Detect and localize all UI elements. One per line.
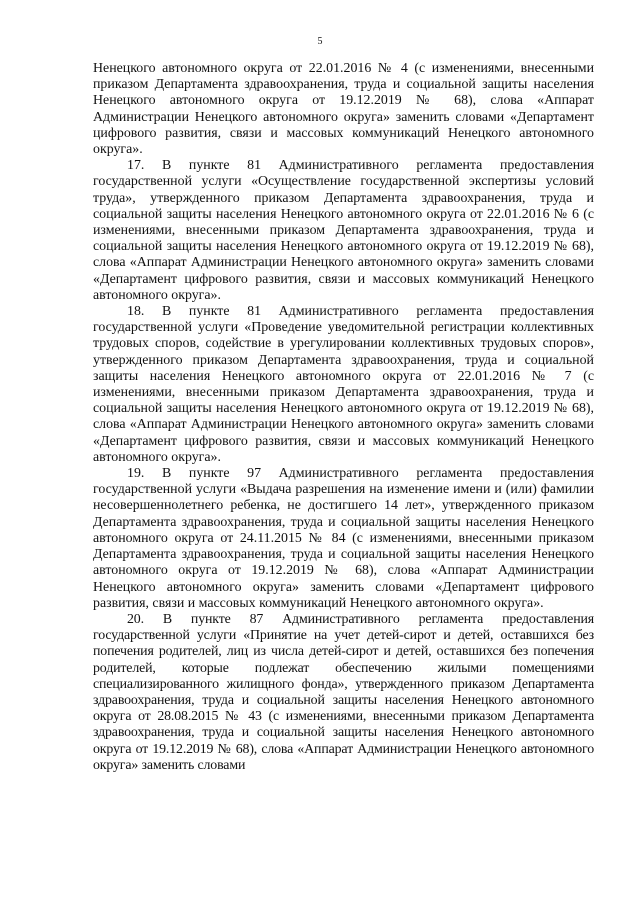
document-body: [93, 61, 594, 774]
page-number: 5: [317, 36, 323, 47]
paragraph-item-19: 19. В пункте 97 Административного регламента предоставления государственной услуги «Выдача разрешения на изменение имени и (или) фамилии несовершеннолетнего ребенка, не достигшего 14 лет», утвержденного приказом Департамента здравоохранения, труда и социальной защиты населения Ненецкого автономного округа от 24.11.2015 № 84 (с изменениями, внесенными приказом Департамента здравоохранения, труда и социальной защиты населения Ненецкого автономного округа от 19.12.2019 № 68), слова «Аппарат Администрации Ненецкого автономного округа» заменить словами «Департамент цифрового развития, связи и массовых коммуникаций Ненецкого автономного округа».: [93, 466, 594, 611]
paragraph-continuation: Ненецкого автономного округа от 22.01.2016 № 4 (с изменениями, внесенными приказом Департамента здравоохранения, труда и социальной защиты населения Ненецкого автономного округа от 19.12.2019 № 68), слова «Аппарат Администрации Ненецкого автономного округа» заменить словами «Департамент цифрового развития, связи и массовых коммуникаций Ненецкого автономного округа».: [93, 61, 594, 158]
paragraph-item-17: 17. В пункте 81 Административного регламента предоставления государственной услуги «Осуществление государственной экспертизы условий труда», утвержденного приказом Департамента здравоохранения, труда и социальной защиты населения Ненецкого автономного округа от 22.01.2016 № 6 (с изменениями, внесенными приказом Департамента здравоохранения, труда и социальной защиты населения Ненецкого автономного округа от 19.12.2019 № 68), слова «Аппарат Администрации Ненецкого автономного округа» заменить словами «Департамент цифрового развития, связи и массовых коммуникаций Ненецкого автономного округа».: [93, 158, 594, 303]
paragraph-item-18: 18. В пункте 81 Административного регламента предоставления государственной услуги «Проведение уведомительной регистрации коллективных трудовых споров, содействие в урегулировании коллективных трудовых споров», утвержденного приказом Департамента здравоохранения, труда и социальной защиты населения Ненецкого автономного округа от 22.01.2016 № 7 (с изменениями, внесенными приказом Департамента здравоохранения, труда и социальной защиты населения Ненецкого автономного округа от 19.12.2019 № 68), слова «Аппарат Администрации Ненецкого автономного округа» заменить словами «Департамент цифрового развития, связи и массовых коммуникаций Ненецкого автономного округа».: [93, 304, 594, 465]
paragraph-item-20: 20. В пункте 87 Административного регламента предоставления государственной услуги «Принятие на учет детей-сирот и детей, оставшихся без попечения родителей, лиц из числа детей-сирот и детей, оставшихся без попечения родителей, которые подлежат обеспечению жилыми помещениями специализированного жилищного фонда», утвержденного приказом Департамента здравоохранения, труда и социальной защиты населения Ненецкого автономного округа от 28.08.2015 № 43 (с изменениями, внесенными приказом Департамента здравоохранения, труда и социальной защиты населения Ненецкого автономного округа от 19.12.2019 № 68), слова «Аппарат Администрации Ненецкого автономного округа» заменить словами: [93, 611, 594, 773]
